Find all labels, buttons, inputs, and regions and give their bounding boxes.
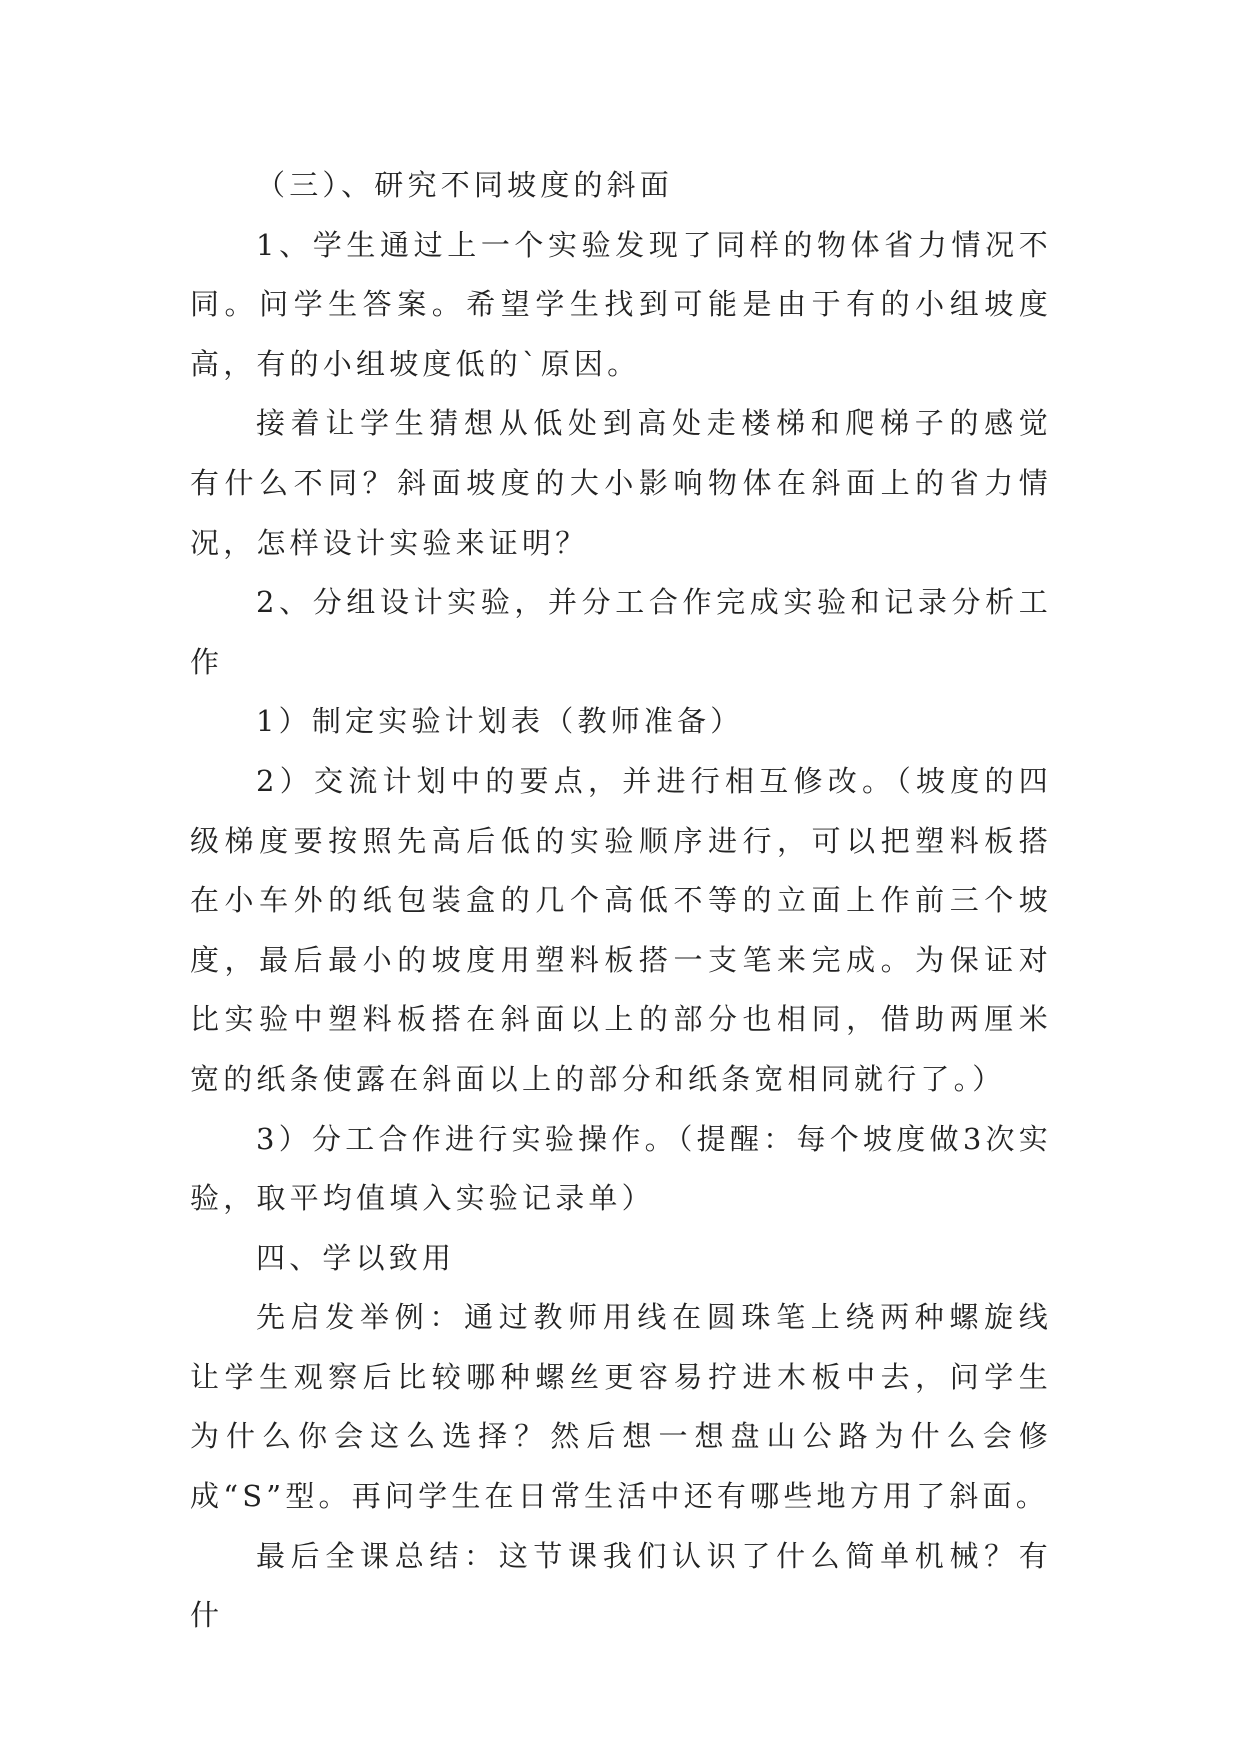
paragraph-substep-3: 3）分工合作进行实验操作。（提醒：每个坡度做3次实验，取平均值填入实验记录单）: [190, 1121, 1052, 1216]
section-heading-slopes: （三）、研究不同坡度的斜面: [256, 168, 674, 202]
paragraph-step-2: 2、分组设计实验，并分工合作完成实验和记录分析工作: [190, 585, 1052, 679]
section-heading-apply: 四、学以致用: [256, 1240, 456, 1275]
paragraph-guess: 接着让学生猜想从低处到高处走楼梯和爬梯子的感觉有什么不同？斜面坡度的大小影响物体在斜面上的省力情况，怎样设计实验来证明？: [190, 406, 1052, 560]
paragraph-substep-1: 1）制定实验计划表（教师准备）: [256, 704, 744, 739]
document-body: [190, 156, 1052, 1646]
paragraph-step-1: 1、学生通过上一个实验发现了同样的物体省力情况不同。问学生答案。希望学生找到可能是由于有的小组坡度高，有的小组坡度低的`原因。: [190, 227, 1052, 381]
paragraph-substep-2: 2）交流计划中的要点，并进行相互修改。（坡度的四级梯度要按照先高后低的实验顺序进行，可以把塑料板搭在小车外的纸包装盒的几个高低不等的立面上作前三个坡度，最后最小的坡度用塑料板搭一支笔来完成。为保证对比实验中塑料板搭在斜面以上的部分也相同，借助两厘米宽的纸条使露在斜面以上的部分和纸条宽相同就行了。）: [190, 763, 1052, 1096]
paragraph-summary: 最后全课总结：这节课我们认识了什么简单机械？有什: [190, 1538, 1052, 1633]
paragraph-examples: 先启发举例：通过教师用线在圆珠笔上绕两种螺旋线让学生观察后比较哪种螺丝更容易拧进木板中去，问学生为什么你会这么选择？然后想一想盘山公路为什么会修成“S”型。再问学生在日常生活中还有哪些地方用了斜面。: [190, 1300, 1052, 1514]
